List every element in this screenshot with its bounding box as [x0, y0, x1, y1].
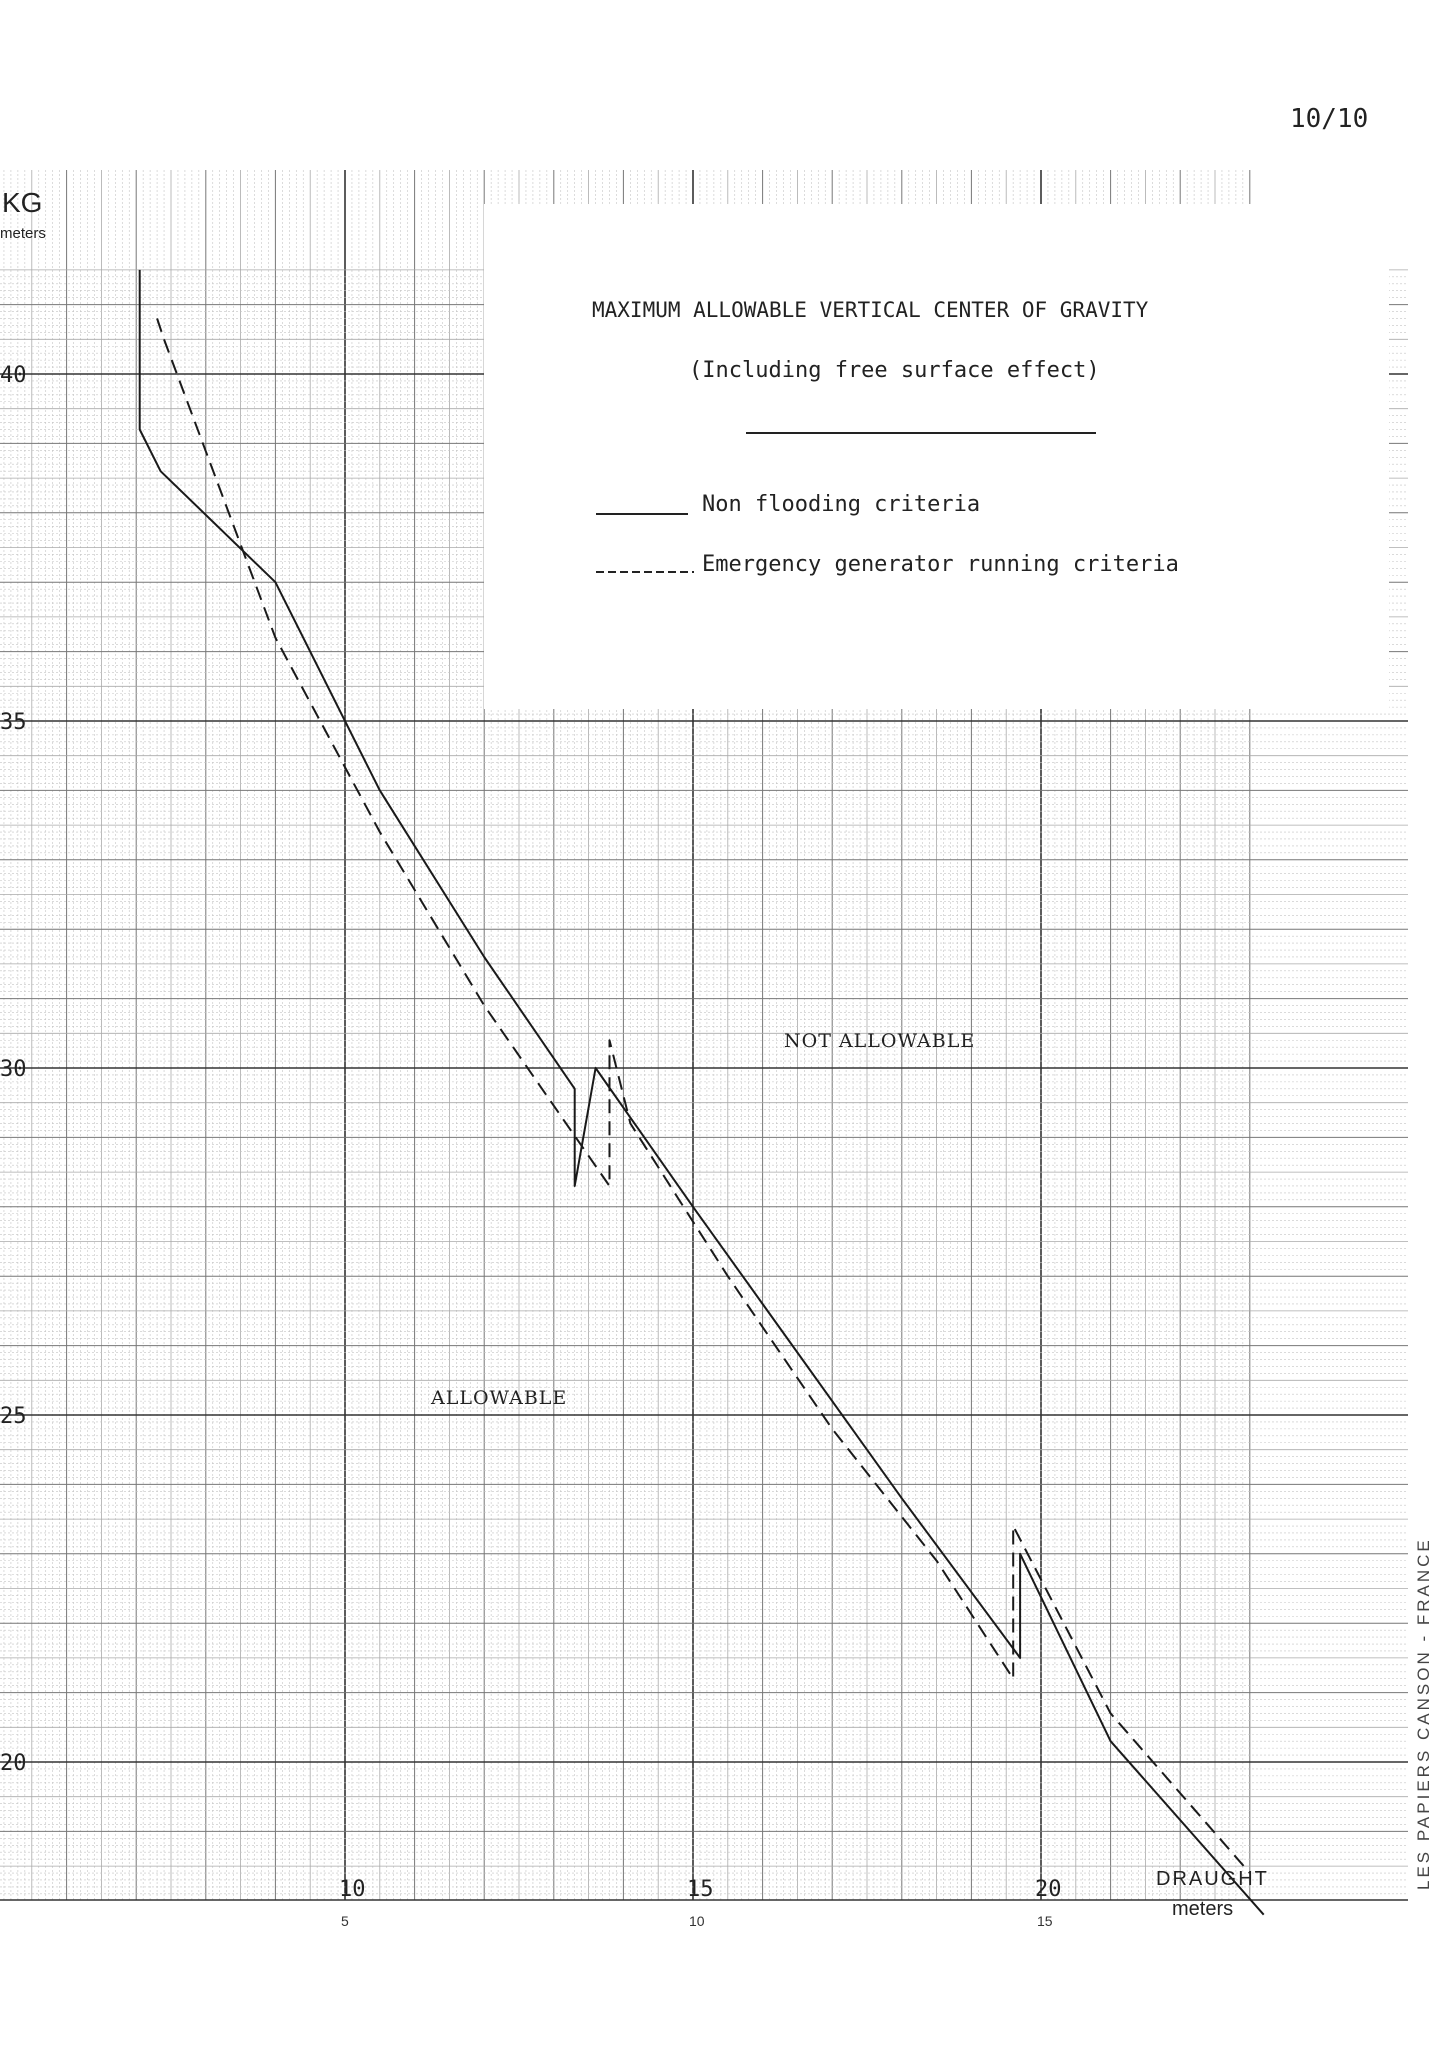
page-number: 10/10 [1290, 104, 1369, 134]
x-tick-label-secondary: 15 [1037, 1913, 1053, 1929]
legend-entry-emergency-generator [594, 552, 1374, 582]
legend-label: Non flooding criteria [702, 492, 981, 517]
legend-divider [746, 432, 1096, 434]
y-tick-label: 35 [0, 710, 27, 735]
chart-title: MAXIMUM ALLOWABLE VERTICAL CENTER OF GRAVITY [592, 298, 1149, 322]
y-tick-label: 40 [0, 363, 27, 388]
x-tick-label-secondary: 10 [689, 1913, 705, 1929]
paper-manufacturer-mark: LES PAPIERS CANSON - FRANCE [1414, 1537, 1433, 1890]
allowable-label: ALLOWABLE [431, 1387, 568, 1409]
x-tick-label-secondary: 5 [341, 1913, 349, 1929]
y-axis-unit: meters [0, 225, 46, 242]
x-tick-label: 10 [339, 1877, 366, 1902]
y-axis-label: KG [2, 187, 43, 218]
x-tick-label: 15 [687, 1877, 714, 1902]
y-tick-label: 20 [0, 1751, 27, 1776]
y-tick-label: 30 [0, 1057, 27, 1082]
legend-swatch-solid [594, 492, 694, 522]
not-allowable-label: NOT ALLOWABLE [784, 1030, 976, 1052]
x-axis-unit: meters [1172, 1898, 1234, 1920]
y-tick-label: 25 [0, 1404, 27, 1429]
chart-subtitle: (Including free surface effect) [689, 358, 1100, 383]
legend-box [484, 204, 1389, 709]
x-axis-label: DRAUGHT [1156, 1868, 1269, 1890]
legend-entry-non-flooding [594, 492, 1374, 522]
legend-swatch-dashed [594, 552, 694, 582]
x-tick-label: 20 [1035, 1877, 1062, 1902]
legend-label: Emergency generator running criteria [702, 552, 1179, 577]
